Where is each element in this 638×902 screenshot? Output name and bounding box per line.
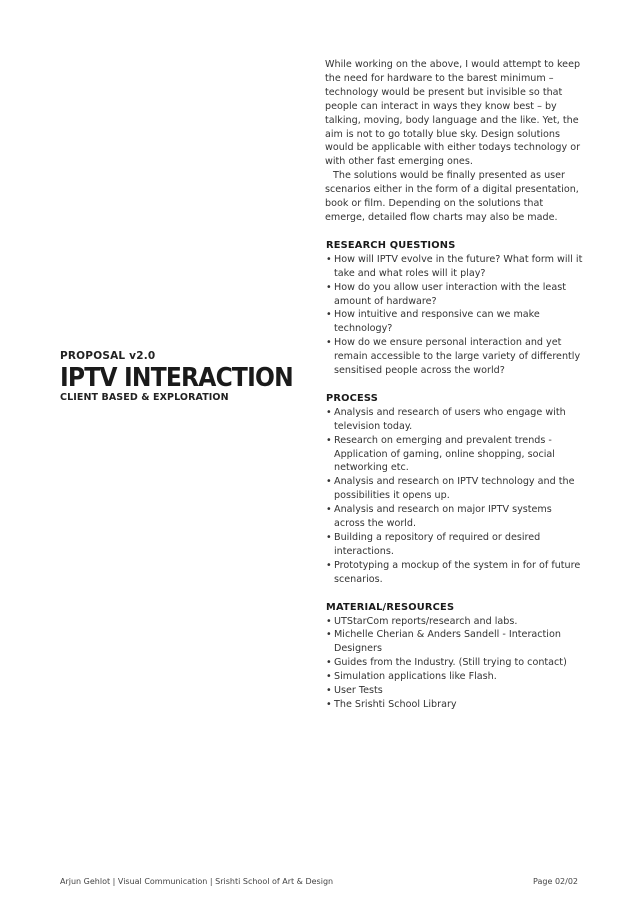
list-item: • Analysis and research on IPTV technology and the possibilities it opens up. <box>325 475 585 503</box>
list-item: • The Srishti School Library <box>325 698 585 712</box>
intro-paragraph: While working on the above, I would attempt to keep the need for hardware to the barest minimum – technology would be present but invisible so that people can interact in ways they know best – by talking, moving, body language and the like. Yet, the aim is not to go totally blue sky. Design solutions would be applicable with either todays technology or with other fast emerging ones. <box>325 59 581 168</box>
list-item: • Simulation applications like Flash. <box>325 670 585 684</box>
proposal-label: PROPOSAL v2.0 <box>60 350 156 362</box>
section-research-questions <box>325 239 585 378</box>
list-item: • Analysis and research on major IPTV systems across the world. <box>325 503 585 531</box>
list-item: • UTStarCom reports/research and labs. <box>325 615 585 629</box>
list-item: • Research on emerging and prevalent trends - Application of gaming, online shopping, social networking etc. <box>325 434 585 476</box>
section-heading: MATERIAL/RESOURCES <box>326 601 455 613</box>
page-title: IPTV INTERACTION <box>60 363 293 393</box>
body-content <box>325 58 585 712</box>
section-heading: PROCESS <box>326 392 379 404</box>
section-heading: RESEARCH QUESTIONS <box>326 239 456 251</box>
list-item: • Prototyping a mockup of the system in for of future scenarios. <box>325 559 585 587</box>
intro-paragraph: The solutions would be finally presented as user scenarios either in the form of a digital presentation, book or film. Depending on the solutions that emerge, detailed flow charts may also be made. <box>325 170 579 223</box>
section-material-resources <box>325 601 585 712</box>
page-number: Page 02/02 <box>533 877 578 886</box>
list-item: • How do you allow user interaction with the least amount of hardware? <box>325 281 585 309</box>
list-item: • How do we ensure personal interaction and yet remain accessible to the large variety of differently sensitised people across the world? <box>325 336 585 378</box>
section-process <box>325 392 585 587</box>
list-item: • Analysis and research of users who engage with television today. <box>325 406 585 434</box>
list-item: • Building a repository of required or desired interactions. <box>325 531 585 559</box>
list-item: • How intuitive and responsive can we make technology? <box>325 308 585 336</box>
list-item: • How will IPTV evolve in the future? What form will it take and what roles will it play? <box>325 253 585 281</box>
page-subtitle: CLIENT BASED & EXPLORATION <box>60 392 229 403</box>
footer-credits: Arjun Gehlot | Visual Communication | Srishti School of Art & Design <box>60 877 334 886</box>
intro <box>325 58 585 225</box>
bullet-list <box>325 253 585 378</box>
list-item: • User Tests <box>325 684 585 698</box>
title-block <box>60 350 310 403</box>
list-item: • Guides from the Industry. (Still trying to contact) <box>325 656 585 670</box>
list-item: • Michelle Cherian & Anders Sandell - Interaction Designers <box>325 628 585 656</box>
bullet-list <box>325 406 585 587</box>
bullet-list <box>325 615 585 712</box>
